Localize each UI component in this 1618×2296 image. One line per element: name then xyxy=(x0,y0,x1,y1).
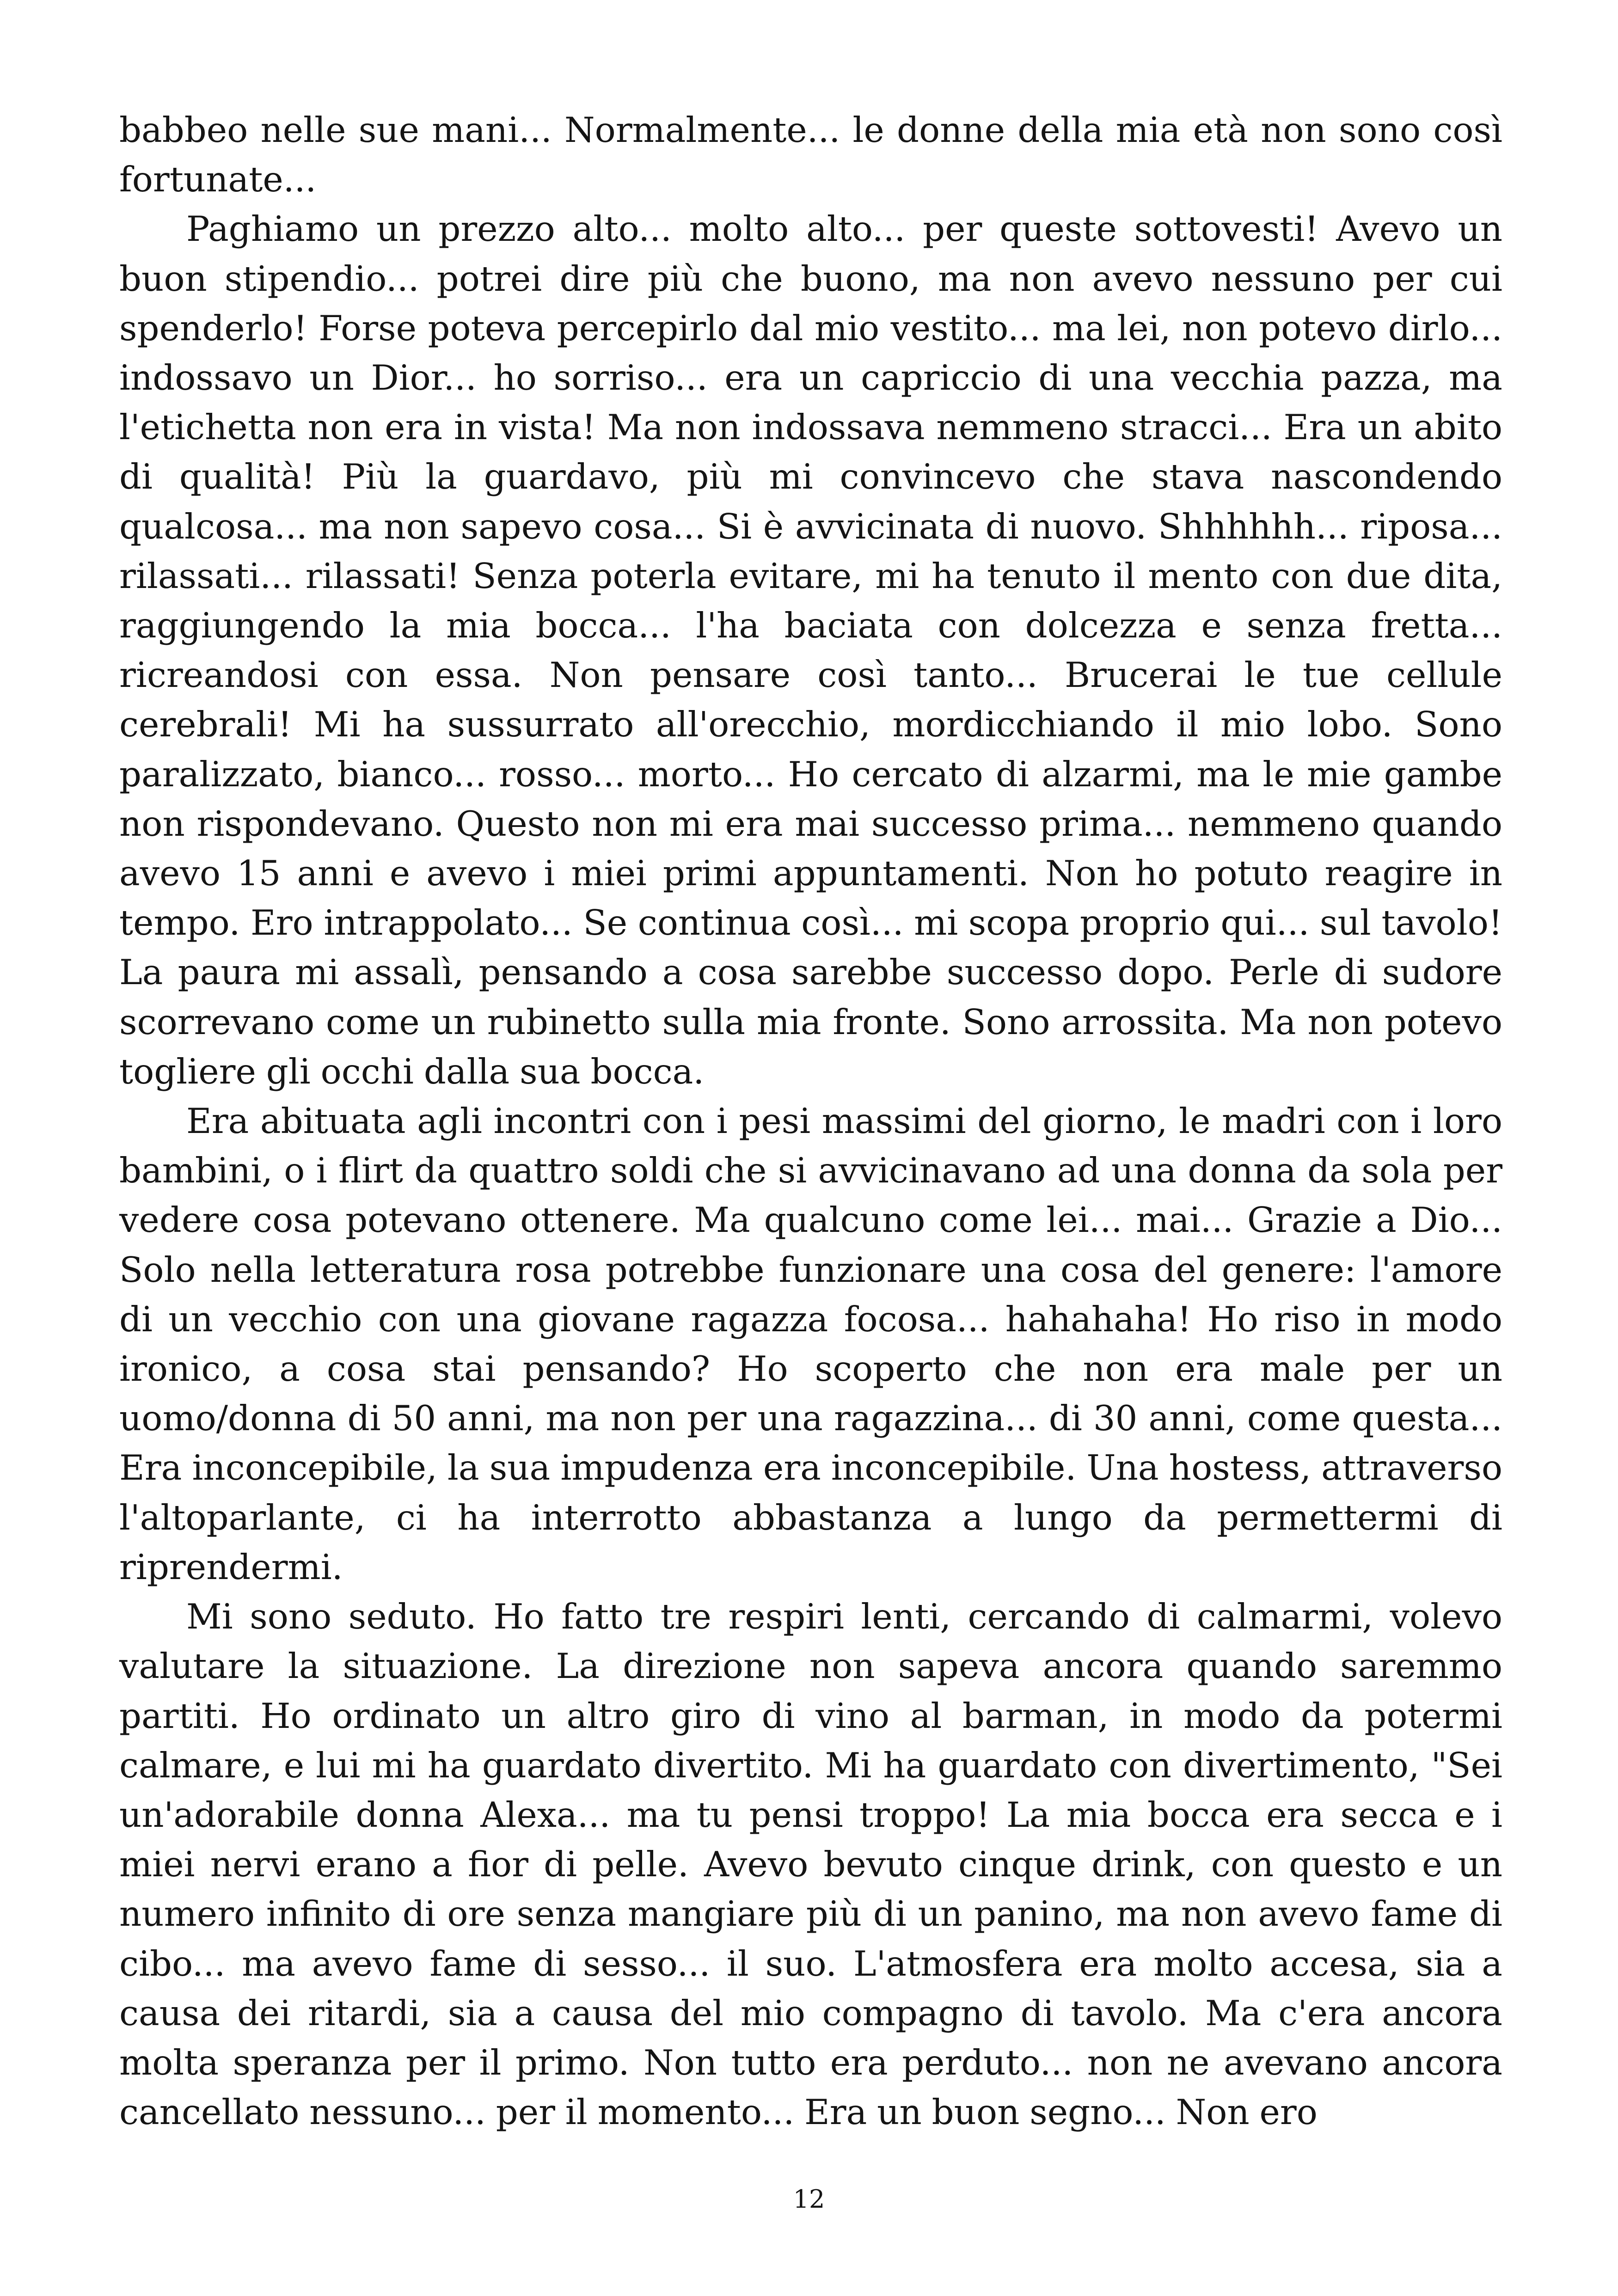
body-text xyxy=(119,105,1502,2137)
page-number: 12 xyxy=(793,2185,825,2214)
paragraph-3: Era abituata agli incontri con i pesi massimi del giorno, le madri con i loro bambini, o i flirt da quattro soldi che si avvicinavano ad una donna da sola per vedere cosa potevano ottenere. Ma qualcuno come lei... mai... Grazie a Dio... Solo nella letteratura rosa potrebbe funzionare una cosa del genere: l'amore di un vecchio con una giovane ragazza focosa... hahahaha! Ho riso in modo ironico, a cosa stai pensando? Ho scoperto che non era male per un uomo/donna di 50 anni, ma non per una ragazzina... di 30 anni, come questa... Era inconcepibile, la sua impudenza era inconcepibile. Una hostess, attraverso l'altoparlante, ci ha interrotto abbastanza a lungo da permettermi di riprendermi. xyxy=(119,1101,1502,1587)
paragraph-2: Paghiamo un prezzo alto... molto alto... per queste sottovesti! Avevo un buon stipendio... potrei dire più che buono, ma non avevo nessuno per cui spenderlo! Forse poteva percepirlo dal mio vestito... ma lei, non potevo dirlo... indossavo un Dior... ho sorriso... era un capriccio di una vecchia pazza, ma l'etichetta non era in vista! Ma non indossava nemmeno stracci... Era un abito di qualità! Più la guardavo, più mi convincevo che stava nascondendo qualcosa... ma non sapevo cosa... Si è avvicinata di nuovo. Shhhhhh... riposa... rilassati... rilassati! Senza poterla evitare, mi ha tenuto il mento con due dita, raggiungendo la mia bocca... l'ha baciata con dolcezza e senza fretta... ricreandosi con essa. Non pensare così tanto... Brucerai le tue cellule cerebrali! Mi ha sussurrato all'orecchio, mordicchiando il mio lobo. Sono paralizzato, bianco... rosso... morto... Ho cercato di alzarmi, ma le mie gambe non rispondevano. Questo non mi era mai successo prima... nemmeno quando avevo 15 anni e avevo i miei primi appuntamenti. Non ho potuto reagire in tempo. Ero intrappolato... Se continua così... mi scopa proprio qui... sul tavolo! La paura mi assalì, pensando a cosa sarebbe successo dopo. Perle di sudore scorrevano come un rubinetto sulla mia fronte. Sono arrossita. Ma non potevo togliere gli occhi dalla sua bocca. xyxy=(119,208,1502,1092)
paragraph-1: babbeo nelle sue mani... Normalmente... le donne della mia età non sono così fortunate... xyxy=(119,110,1502,200)
paragraph-4: Mi sono seduto. Ho fatto tre respiri lenti, cercando di calmarmi, volevo valutare la situazione. La direzione non sapeva ancora quando saremmo partiti. Ho ordinato un altro giro di vino al barman, in modo da potermi calmare, e lui mi ha guardato divertito. Mi ha guardato con divertimento, "Sei un'adorabile donna Alexa... ma tu pensi troppo! La mia bocca era secca e i miei nervi erano a fior di pelle. Avevo bevuto cinque drink, con questo e un numero infinito di ore senza mangiare più di un panino, ma non avevo fame di cibo... ma avevo fame di sesso... il suo. L'atmosfera era molto accesa, sia a causa dei ritardi, sia a causa del mio compagno di tavolo. Ma c'era ancora molta speranza per il primo. Non tutto era perduto... non ne avevano ancora cancellato nessuno... per il momento... Era un buon segno... Non ero xyxy=(119,1596,1502,2133)
